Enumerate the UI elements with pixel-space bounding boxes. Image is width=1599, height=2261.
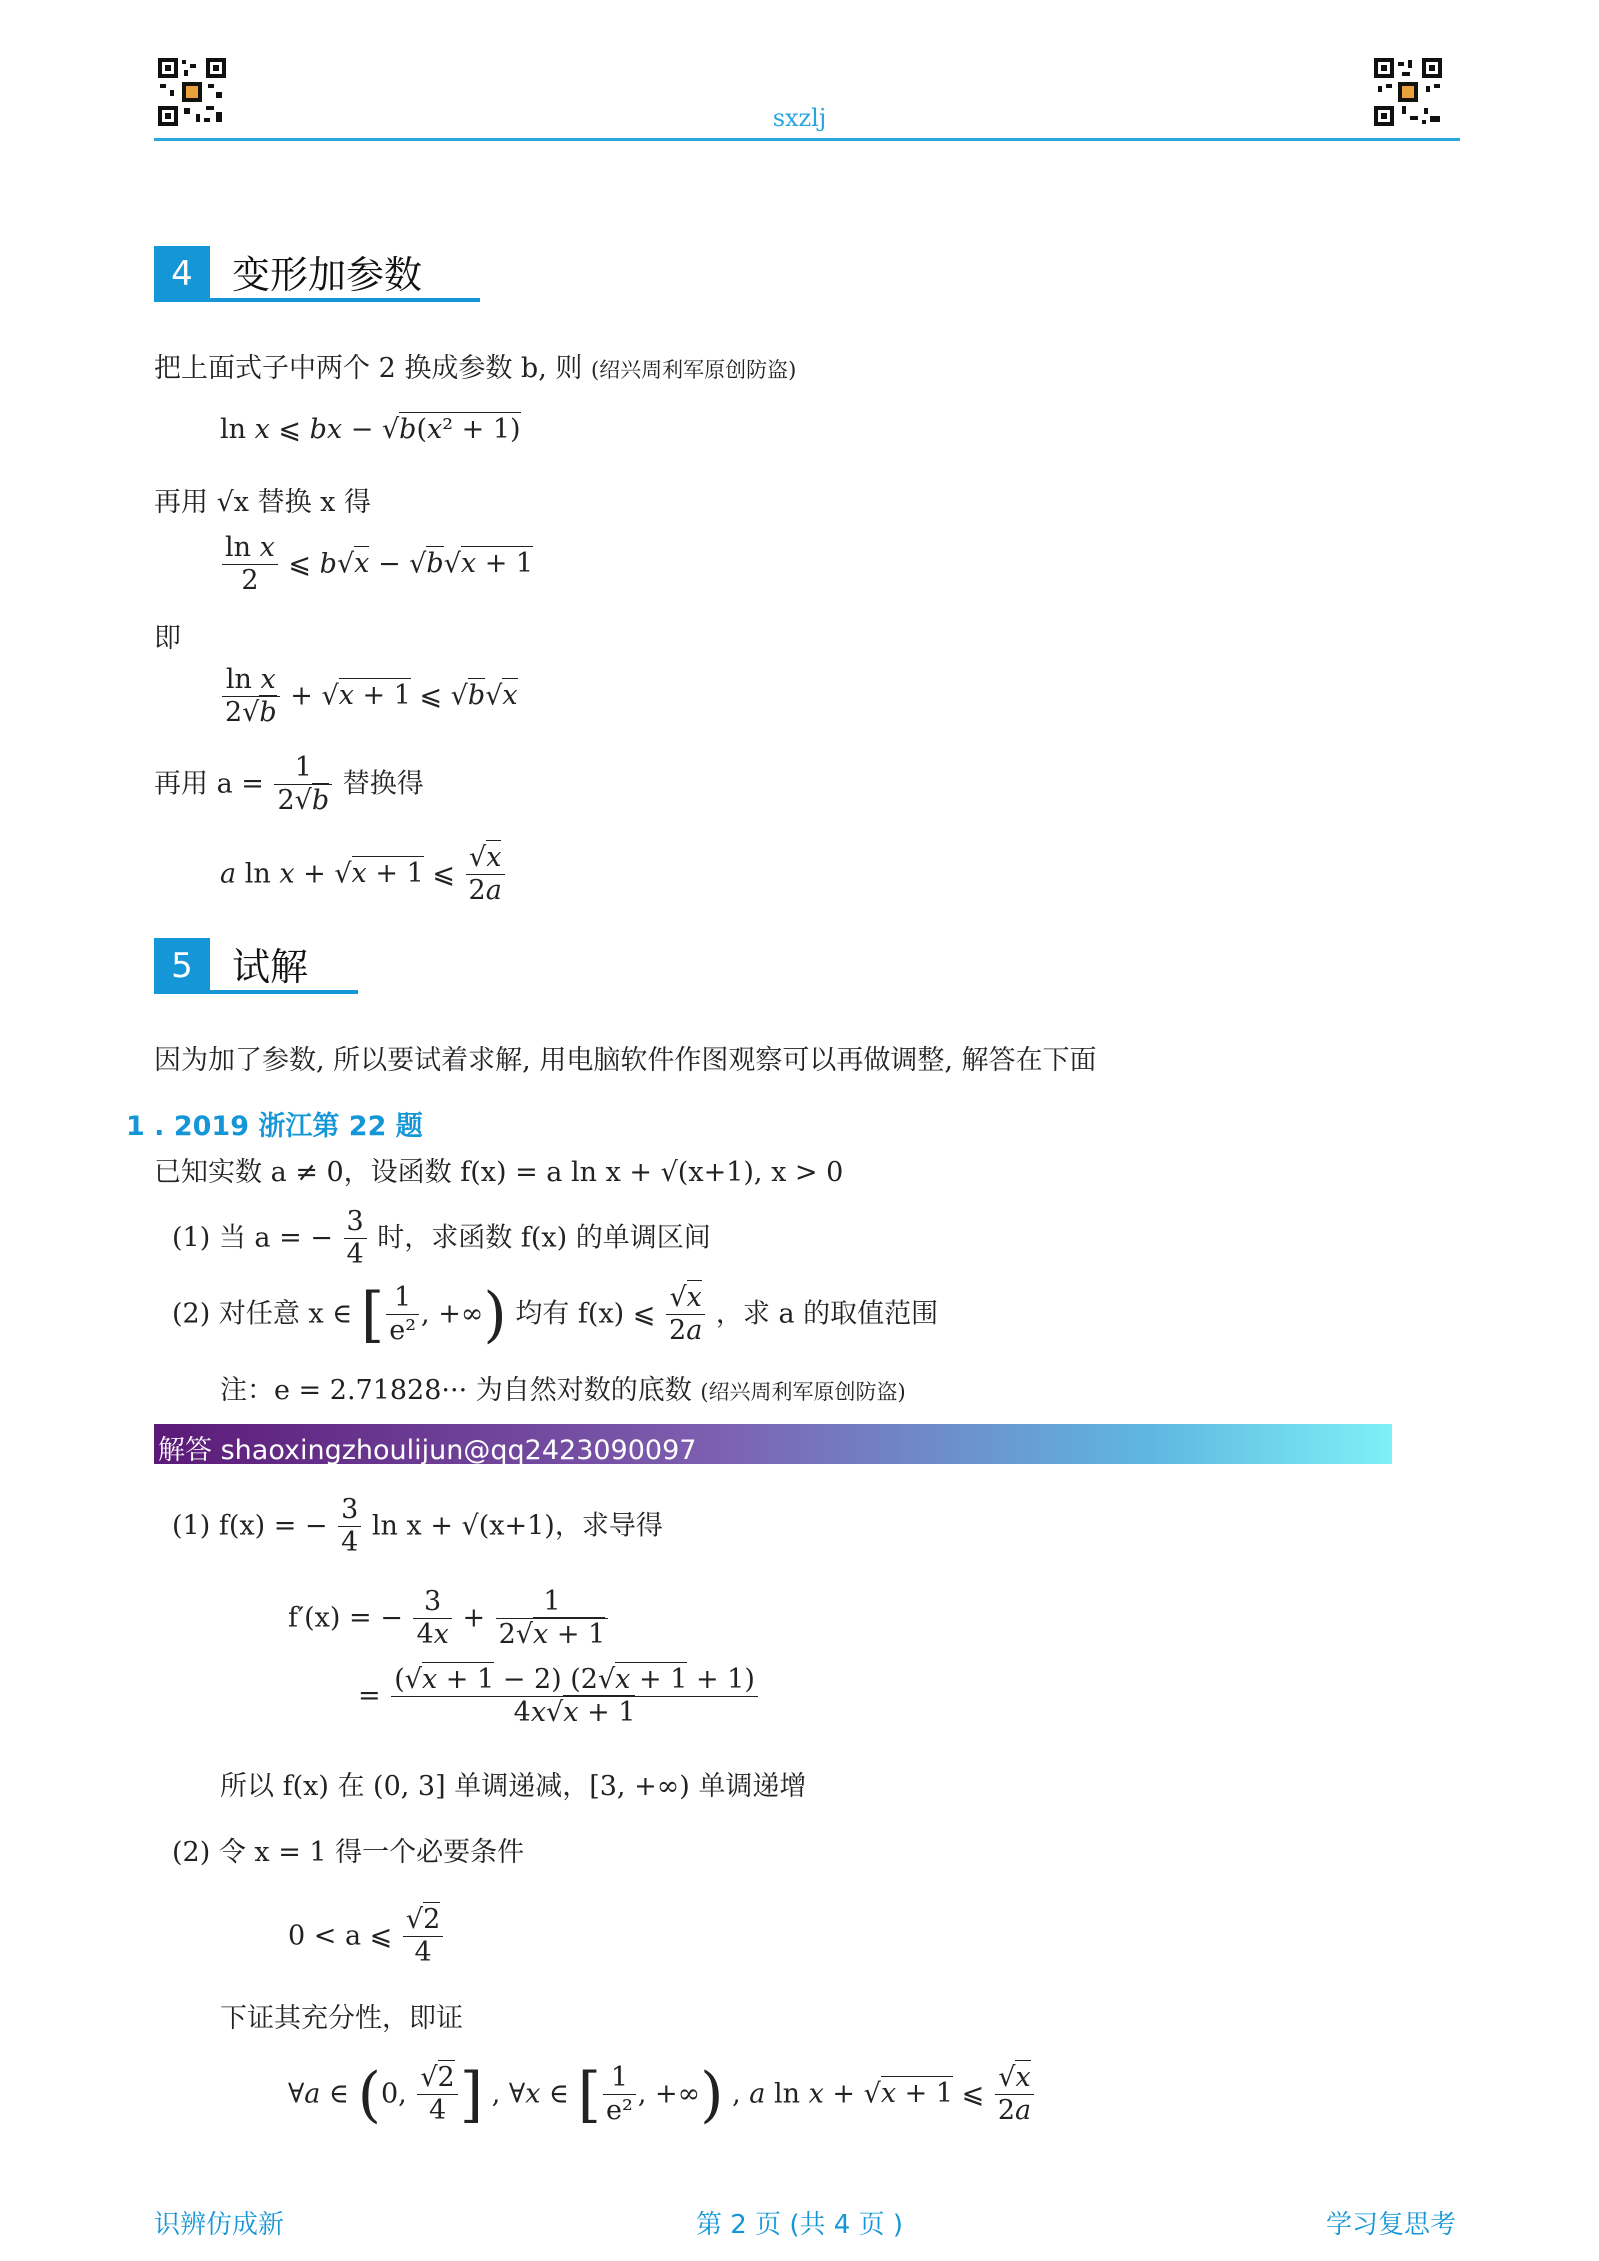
problem-part-2: (2) 对任意 x ∈ [ $\frac{1}{\text{e²}}$ , +∞) 均有 f(x) ⩽ $\frac{√x}{2a}$ ，求 a 的取值范围	[172, 1279, 939, 1350]
section-4-number: 4	[154, 246, 210, 302]
footer-page: 第 2 页 (共 4 页 )	[696, 2210, 903, 2240]
problem-stem: 已知实数 a ≠ 0，设函数 f(x) = a ln x + √(x+1), x > 0	[154, 1157, 844, 1188]
replace-text: 再用 √x 替换 x 得	[154, 487, 371, 518]
ji-text: 即	[154, 623, 181, 654]
section-4-title: 变形加参数	[232, 253, 423, 297]
solution-part-2: (2) 令 x = 1 得一个必要条件	[172, 1837, 525, 1868]
derivative-equation: f′(x) = − $\frac{3}{4x}$ + $\frac{1}{2√x + 1}$	[288, 1586, 610, 1652]
equation-1: ln x ⩽ bx − √b(x² + 1)	[220, 414, 521, 445]
problem-part-1: (1) 当 a = − $\frac{3}{4}$ 时，求函数 f(x) 的单调区间	[172, 1206, 711, 1271]
solution-banner-text: 解答 shaoxingzhoulijun@qq2423090097	[158, 1435, 697, 1466]
problem-note: 注：e = 2.71828··· 为自然对数的底数 (绍兴周利军原创防盗)	[220, 1375, 906, 1406]
footer-left: 识辨仿成新	[154, 2210, 285, 2240]
equation-3: $\frac{\text{ln x}}{2√b}$ + √x + 1 ⩽ √b√x	[220, 664, 518, 730]
equation-2: $\frac{\text{ln x}}{2}$ ⩽ b√x − √b√x + 1	[220, 532, 533, 598]
solution-conclusion-1: 所以 f(x) 在 (0, 3] 单调递减，[3, +∞) 单调递增	[220, 1771, 807, 1802]
section-5-number: 5	[154, 938, 210, 994]
header-title: sxzlj	[772, 104, 827, 132]
section-5-intro: 因为加了参数, 所以要试着求解, 用电脑软件作图观察可以再做调整, 解答在下面	[154, 1045, 1097, 1076]
necessary-condition: 0 < a ⩽ $\frac{√2}{4}$	[288, 1904, 445, 1970]
section-5-title: 试解	[232, 945, 309, 989]
sufficiency-equation: ∀a ∈ (0, $\frac{√2}{4}$ ] , ∀x ∈ [ $\frac{1}{\text{e²}}$ , +∞) , a ln x + √x + 1 ⩽ $\frac{√x}{2a}$	[288, 2062, 1036, 2128]
section-4-intro: 把上面式子中两个 2 换成参数 b, 则 (绍兴周利军原创防盗)	[154, 353, 797, 384]
derivative-factored: = $\frac{(√x + 1 - 2) (2√x + 1 + 1)}{4x√x + 1}$	[358, 1664, 760, 1730]
problem-title: 1 . 2019 浙江第 22 题	[126, 1111, 423, 1142]
footer-right: 学习复思考	[1326, 2210, 1457, 2240]
equation-4: a ln x + √x + 1 ⩽ $\frac{√x}{2a}$	[220, 842, 507, 908]
section-4-rule	[154, 298, 480, 302]
sufficiency-text: 下证其充分性，即证	[220, 2003, 463, 2034]
replace2-text: 再用 a = $\frac{1}{2√b}$ 替换得	[154, 752, 424, 817]
section-5-rule	[154, 990, 358, 994]
header-rule	[154, 138, 1460, 141]
solution-part-1: (1) f(x) = − $\frac{3}{4}$ ln x + √(x+1)，求导得	[172, 1494, 663, 1559]
